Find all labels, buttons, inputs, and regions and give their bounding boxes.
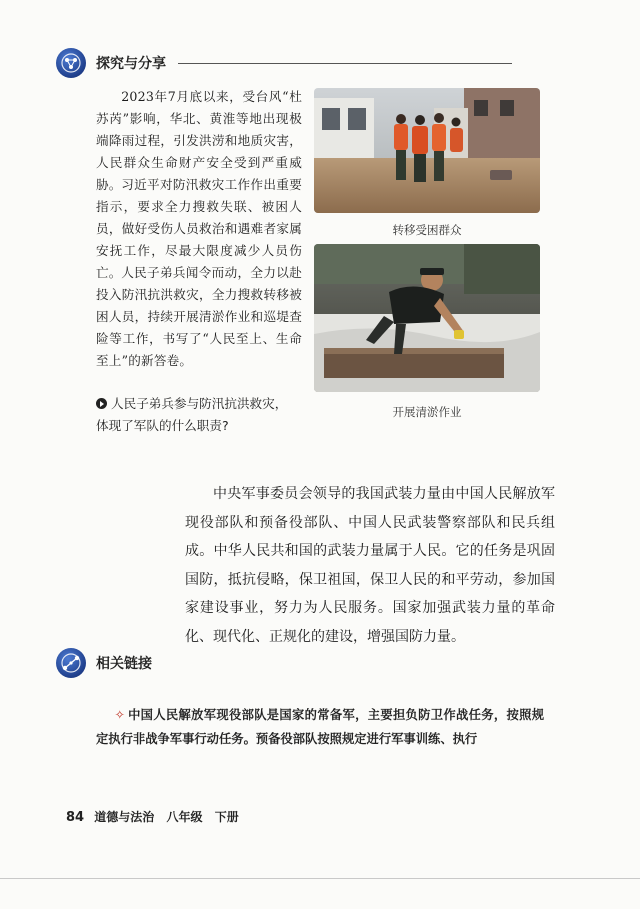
share-section-header: [56, 48, 166, 78]
photo-silt-clearing: [314, 244, 540, 392]
link-paragraph-text: 中国人民解放军现役部队是国家的常备军，主要担负防卫作战任务，按照规定执行非战争军事行动任务。预备役部队按照规定进行军事训练、执行: [96, 707, 544, 746]
share-paragraph-1: 2023年7月底以来，受台风“杜苏芮”影响，华北、黄淮等地出现极端降雨过程，引发洪涝和地质灾害，人民群众生命财产安全受到严重威胁。: [96, 89, 302, 192]
play-circle-icon: [96, 398, 107, 409]
share-paragraph-2: 习近平对防汛救灾工作作出重要指示，要求全力搜救失联、被困人员，做好受伤人员救治和遇难者家属安抚工作，尽最大限度减少人员伤亡。: [96, 177, 302, 280]
share-section-icon: [56, 48, 86, 78]
share-question: [96, 393, 292, 437]
photo-caption-2: 开展清淤作业: [392, 405, 462, 419]
share-section-title: 探究与分享: [96, 56, 166, 72]
bottom-rule: [0, 878, 640, 879]
book-volume: 下册: [214, 810, 239, 824]
share-question-text: 人民子弟兵参与防汛抗洪救灾，体现了军队的什么职责?: [96, 396, 288, 433]
book-title: 道德与法治: [94, 810, 155, 824]
link-paragraph: [96, 703, 544, 751]
main-body-paragraph: 中央军事委员会领导的我国武装力量由中国人民解放军现役部队和预备役部队、中国人民武装警察部队和民兵组成。中华人民共和国的武装力量属于人民。它的任务是巩固国防，抵抗侵略，保卫祖国，保卫人民的和平劳动，参加国家建设事业，努力为人民服务。国家加强武装力量的革命化、现代化、正规化的建设，增强国防力量。: [185, 486, 555, 645]
link-section-icon: [56, 648, 86, 678]
page-footer: [66, 808, 247, 825]
share-section-rule: [178, 63, 512, 64]
share-paragraph-3: 人民子弟兵闻令而动，全力以赴投入防汛抗洪救灾，全力搜救转移被困人员，持续开展清淤作业和巡堤查险等工作，书写了“人民至上、生命至上”的新答卷。: [96, 265, 302, 368]
sparkle-icon: ✧: [114, 708, 125, 722]
photo-caption-1: 转移受困群众: [392, 223, 462, 237]
book-grade: 八年级: [166, 810, 203, 824]
page-number: 84: [66, 810, 85, 825]
link-section-header: [56, 648, 152, 678]
photo-transfer-trapped-people: [314, 88, 540, 213]
link-section-title: 相关链接: [96, 656, 152, 672]
